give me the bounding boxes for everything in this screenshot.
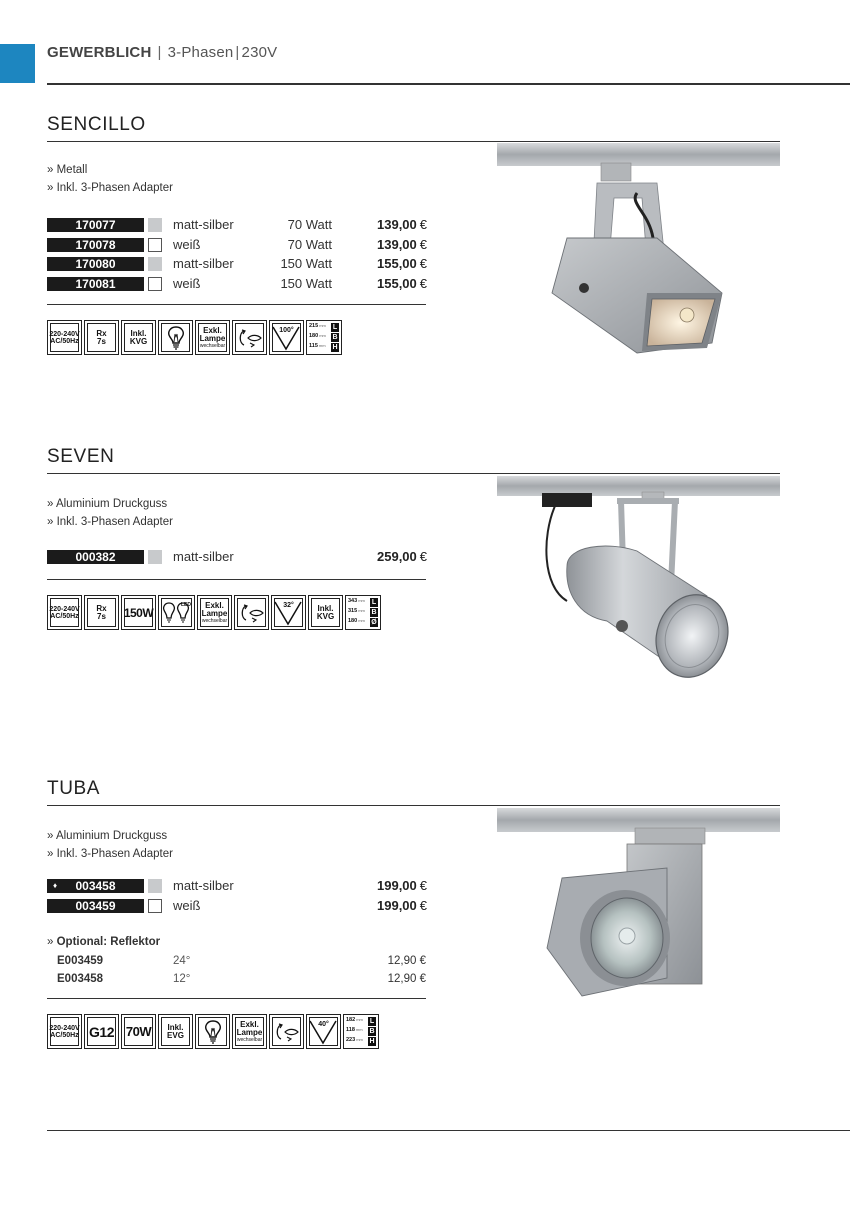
ballast-icon: Inkl. EVG bbox=[158, 1014, 193, 1049]
optional-heading: » Optional: Reflektor bbox=[47, 936, 161, 948]
accessory-code: E003458 bbox=[57, 973, 104, 985]
beam-angle-icon: 40° bbox=[306, 1014, 341, 1049]
voltage-icon: 220-240V AC/50Hz bbox=[47, 320, 82, 355]
accessory-price: 12,90 € bbox=[387, 955, 426, 967]
beam-angle-icon: 32° bbox=[271, 595, 306, 630]
product-title: TUBA bbox=[47, 778, 101, 799]
feature-item: » Inkl. 3-Phasen Adapter bbox=[47, 182, 173, 194]
spec-icons bbox=[47, 595, 381, 630]
dimensions-icon: 215mm L 180mm B 115mm H bbox=[306, 320, 342, 355]
feature-item: » Inkl. 3-Phasen Adapter bbox=[47, 848, 173, 860]
beam-angle-icon: 100° bbox=[269, 320, 304, 355]
ballast-icon: Inkl. KVG bbox=[308, 595, 343, 630]
variant-color: weiß bbox=[173, 897, 201, 913]
ballast-icon: Inkl. KVG bbox=[121, 320, 156, 355]
color-swatch-silver bbox=[148, 879, 162, 893]
accessory-price: 12,90 € bbox=[387, 973, 426, 985]
footer-divider bbox=[47, 1130, 850, 1131]
variant-color: matt-silber bbox=[173, 217, 234, 232]
power-icon: 150W bbox=[121, 595, 156, 630]
sencillo-spotlight-image bbox=[497, 143, 780, 365]
article-code: 170078 bbox=[47, 238, 144, 252]
variant-price: 199,00 € bbox=[377, 878, 427, 893]
variant-divider bbox=[47, 998, 426, 999]
header-phases: 3-Phasen bbox=[167, 44, 234, 61]
feature-item: » Metall bbox=[47, 164, 88, 176]
article-code: 170081 bbox=[47, 277, 144, 291]
variant-row[interactable] bbox=[47, 877, 427, 897]
variant-wattage: 150 Watt bbox=[280, 256, 332, 271]
voltage-icon: 220-240V AC/50Hz bbox=[47, 1014, 82, 1049]
new-marker-icon: ♦ bbox=[53, 881, 58, 890]
variant-row[interactable] bbox=[47, 236, 427, 256]
variant-color: matt-silber bbox=[173, 878, 234, 893]
article-code: 170080 bbox=[47, 257, 144, 271]
page-header: GEWERBLICH | 3-Phasen | 230V bbox=[47, 44, 278, 61]
variant-wattage: 150 Watt bbox=[280, 275, 332, 291]
bulb-icon bbox=[158, 320, 193, 355]
power-icon: 70W bbox=[121, 1014, 156, 1049]
color-swatch-white bbox=[148, 277, 162, 291]
variant-wattage: 70 Watt bbox=[287, 217, 332, 232]
accessory-angle: 24° bbox=[173, 955, 191, 967]
lamp-exchangeable-icon: Exkl. Lampe wechselbar bbox=[195, 320, 230, 355]
variant-row[interactable] bbox=[47, 216, 427, 236]
variant-price: 139,00 € bbox=[377, 236, 427, 252]
variant-price: 139,00 € bbox=[377, 217, 427, 232]
accessory-code: E003459 bbox=[57, 955, 104, 967]
variant-list bbox=[47, 877, 427, 916]
variant-row[interactable] bbox=[47, 275, 427, 295]
seven-spotlight-image bbox=[497, 476, 780, 702]
variant-row[interactable] bbox=[47, 548, 427, 568]
socket-icon: Rx 7s bbox=[84, 595, 119, 630]
feature-item: » Aluminium Druckguss bbox=[47, 498, 168, 510]
color-swatch-silver bbox=[148, 218, 162, 232]
dimensions-icon: 182mm L 118mm B 223mm H bbox=[343, 1014, 379, 1049]
socket-icon: Rx 7s bbox=[84, 320, 119, 355]
feature-list bbox=[47, 161, 173, 197]
variant-wattage: 70 Watt bbox=[287, 236, 332, 252]
rotation-icon bbox=[234, 595, 269, 630]
variant-divider bbox=[47, 579, 426, 580]
lamp-exchangeable-icon: Exkl. Lampe wechselbar bbox=[232, 1014, 267, 1049]
variant-color: weiß bbox=[173, 275, 201, 291]
variant-color: matt-silber bbox=[173, 256, 234, 271]
article-code: 000382 bbox=[47, 550, 144, 564]
feature-item: » Aluminium Druckguss bbox=[47, 830, 168, 842]
variant-list bbox=[47, 548, 427, 568]
spec-icons bbox=[47, 1014, 379, 1049]
accessory-angle: 12° bbox=[173, 973, 191, 985]
variant-divider bbox=[47, 304, 426, 305]
feature-list bbox=[47, 827, 173, 863]
tuba-spotlight-image bbox=[497, 808, 780, 1003]
voltage-icon: 220-240V AC/50Hz bbox=[47, 595, 82, 630]
section-tab-marker bbox=[0, 44, 35, 83]
product-title: SEVEN bbox=[47, 446, 115, 467]
socket-icon: G12 bbox=[84, 1014, 119, 1049]
variant-color: matt-silber bbox=[173, 549, 234, 564]
color-swatch-silver bbox=[148, 550, 162, 564]
bulb-icon bbox=[195, 1014, 230, 1049]
product-title: SENCILLO bbox=[47, 114, 146, 135]
rotation-icon bbox=[232, 320, 267, 355]
variant-price: 155,00 € bbox=[377, 275, 427, 291]
spec-icons bbox=[47, 320, 342, 355]
feature-list bbox=[47, 495, 173, 531]
header-divider bbox=[47, 83, 850, 85]
variant-row[interactable] bbox=[47, 897, 427, 917]
title-divider bbox=[47, 805, 780, 806]
article-code: 170077 bbox=[47, 218, 144, 232]
article-code: ♦ 003458 bbox=[47, 879, 144, 893]
variant-price: 259,00 € bbox=[377, 549, 427, 564]
color-swatch-white bbox=[148, 238, 162, 252]
article-code: 003459 bbox=[47, 899, 144, 913]
header-category: GEWERBLICH bbox=[47, 44, 152, 61]
variant-color: weiß bbox=[173, 236, 201, 252]
led-bulb-icon: LED bbox=[158, 595, 195, 630]
optional-accessories bbox=[47, 936, 160, 948]
color-swatch-white bbox=[148, 899, 162, 913]
dimensions-icon: 343mm L 315mm B 180mm Ø bbox=[345, 595, 381, 630]
header-voltage: 230V bbox=[241, 44, 278, 61]
lamp-exchangeable-icon: Exkl. Lampe wechselbar bbox=[197, 595, 232, 630]
title-divider bbox=[47, 473, 780, 474]
variant-price: 199,00 € bbox=[377, 897, 427, 913]
color-swatch-silver bbox=[148, 257, 162, 271]
variant-price: 155,00 € bbox=[377, 256, 427, 271]
variant-list bbox=[47, 216, 427, 294]
feature-item: » Inkl. 3-Phasen Adapter bbox=[47, 516, 173, 528]
variant-row[interactable] bbox=[47, 255, 427, 275]
rotation-icon bbox=[269, 1014, 304, 1049]
